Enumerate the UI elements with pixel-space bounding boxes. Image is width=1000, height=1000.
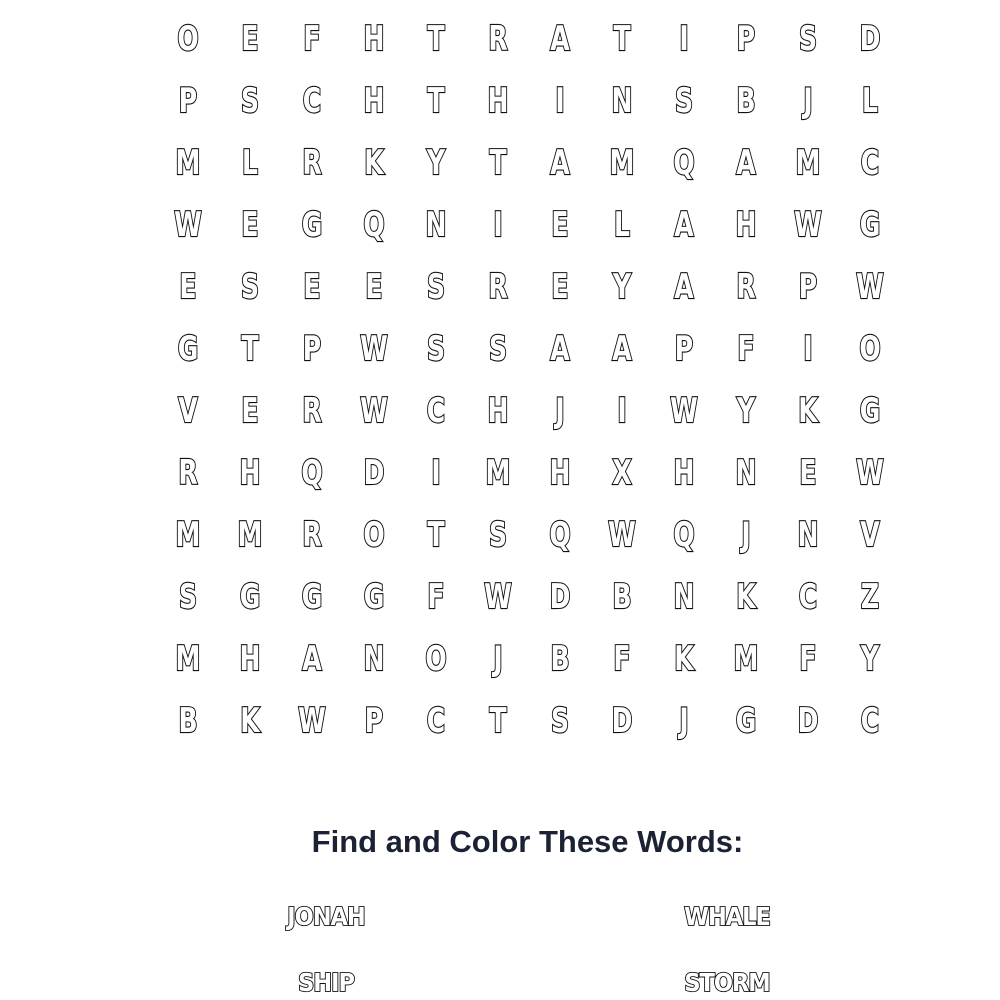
grid-letter[interactable]: R [178,453,198,493]
grid-letter[interactable]: S [426,329,446,369]
grid-letter[interactable]: W [360,329,388,369]
grid-letter[interactable]: J [803,81,813,121]
grid-letter[interactable]: T [489,701,507,741]
grid-letter[interactable]: M [237,515,263,555]
grid-letter[interactable]: A [736,143,756,183]
grid-letter[interactable]: E [799,453,817,493]
grid-letter[interactable]: E [551,267,569,307]
grid-letter[interactable]: S [240,267,260,307]
grid-letter[interactable]: I [431,453,441,493]
grid-letter[interactable]: G [859,205,881,245]
grid-letter[interactable]: P [674,329,694,369]
grid-letter[interactable]: A [550,329,570,369]
grid-letter[interactable]: S [178,577,198,617]
grid-letter[interactable]: A [674,205,694,245]
grid-letter[interactable]: W [298,701,326,741]
grid-letter[interactable]: K [364,143,384,183]
grid-letter[interactable]: P [798,267,818,307]
grid-letter[interactable]: B [178,701,198,741]
grid-letter[interactable]: D [797,701,819,741]
grid-letter[interactable]: Q [549,515,571,555]
grid-letter[interactable]: G [735,701,757,741]
grid-letter[interactable]: W [856,267,884,307]
grid-letter[interactable]: M [175,143,201,183]
grid-letter[interactable]: Q [673,515,695,555]
grid-letter[interactable]: I [679,19,689,59]
grid-letter[interactable]: N [363,639,385,679]
grid-letter[interactable]: C [860,701,880,741]
word-ship: SHIP [298,968,354,997]
grid-letter[interactable]: H [363,81,385,121]
letter-grid [157,8,901,752]
grid-letter[interactable]: M [175,515,201,555]
grid-letter[interactable]: T [427,81,445,121]
grid-letter[interactable]: O [177,19,199,59]
grid-letter[interactable]: Q [301,453,323,493]
grid-letter[interactable]: G [363,577,385,617]
grid-letter[interactable]: H [735,205,757,245]
grid-letter[interactable]: K [674,639,694,679]
grid-letter[interactable]: S [488,515,508,555]
grid-letter[interactable]: H [239,639,261,679]
grid-letter[interactable]: B [612,577,632,617]
grid-letter[interactable]: M [733,639,759,679]
grid-letter[interactable]: F [613,639,631,679]
grid-letter[interactable]: C [860,143,880,183]
grid-letter[interactable]: D [549,577,571,617]
grid-letter[interactable]: K [798,391,818,431]
grid-letter[interactable]: S [426,267,446,307]
grid-letter[interactable]: Y [612,267,632,307]
grid-letter[interactable]: R [488,19,508,59]
grid-letter[interactable]: S [674,81,694,121]
grid-letter[interactable]: T [427,19,445,59]
grid-letter[interactable]: S [240,81,260,121]
grid-letter[interactable]: N [735,453,757,493]
grid-letter[interactable]: N [797,515,819,555]
grid-letter[interactable]: E [241,391,259,431]
grid-letter[interactable]: Y [426,143,446,183]
grid-letter[interactable]: J [493,639,503,679]
grid-letter[interactable]: I [617,391,627,431]
grid-letter[interactable]: L [862,81,878,121]
grid-letter[interactable]: W [174,205,202,245]
word-jonah: JONAH [287,902,365,931]
grid-letter[interactable]: H [487,81,509,121]
grid-letter[interactable]: G [859,391,881,431]
grid-letter[interactable]: B [736,81,756,121]
grid-letter[interactable]: C [426,391,446,431]
grid-letter[interactable]: C [798,577,818,617]
grid-letter[interactable]: H [673,453,695,493]
grid-letter[interactable]: S [798,19,818,59]
grid-letter[interactable]: Z [860,577,880,617]
grid-letter[interactable]: E [179,267,197,307]
grid-letter[interactable]: A [612,329,632,369]
grid-letter[interactable]: E [365,267,383,307]
grid-letter[interactable]: H [549,453,571,493]
grid-letter[interactable]: T [241,329,259,369]
grid-letter[interactable]: E [241,19,259,59]
grid-letter[interactable]: V [860,515,880,555]
grid-letter[interactable]: A [550,19,570,59]
grid-letter[interactable]: D [363,453,385,493]
grid-letter[interactable]: T [427,515,445,555]
grid-letter[interactable]: R [302,143,322,183]
grid-letter[interactable]: J [679,701,689,741]
grid-letter[interactable]: O [425,639,447,679]
grid-letter[interactable]: S [488,329,508,369]
grid-letter[interactable]: M [609,143,635,183]
grid-letter[interactable]: B [550,639,570,679]
grid-letter[interactable]: D [859,19,881,59]
grid-letter[interactable]: W [484,577,512,617]
grid-letter[interactable]: I [803,329,813,369]
grid-letter[interactable]: Q [673,143,695,183]
grid-letter[interactable]: G [301,577,323,617]
grid-letter[interactable]: K [736,577,756,617]
grid-letter[interactable]: F [427,577,445,617]
grid-letter[interactable]: P [364,701,384,741]
grid-letter[interactable]: W [608,515,636,555]
grid-letter[interactable]: J [555,391,565,431]
grid-letter[interactable]: N [673,577,695,617]
grid-letter[interactable]: P [178,81,198,121]
grid-letter[interactable]: H [487,391,509,431]
grid-letter[interactable]: N [425,205,447,245]
grid-letter[interactable]: P [302,329,322,369]
grid-letter[interactable]: F [303,19,321,59]
grid-letter[interactable]: M [795,143,821,183]
grid-letter[interactable]: W [856,453,884,493]
grid-letter[interactable]: K [240,701,260,741]
grid-letter[interactable]: H [239,453,261,493]
grid-letter[interactable]: J [741,515,751,555]
grid-letter[interactable]: X [612,453,632,493]
grid-letter[interactable]: V [178,391,198,431]
grid-letter[interactable]: C [302,81,322,121]
grid-letter[interactable]: Q [363,205,385,245]
grid-letter[interactable]: F [737,329,755,369]
grid-letter[interactable]: G [239,577,261,617]
grid-letter[interactable]: A [302,639,322,679]
grid-letter[interactable]: Y [736,391,756,431]
grid-letter[interactable]: H [363,19,385,59]
grid-letter[interactable]: O [363,515,385,555]
grid-letter[interactable]: F [799,639,817,679]
grid-letter[interactable]: W [794,205,822,245]
grid-letter[interactable]: C [426,701,446,741]
grid-letter[interactable]: W [670,391,698,431]
grid-letter[interactable]: I [555,81,565,121]
grid-letter[interactable]: R [302,515,322,555]
grid-letter[interactable]: R [736,267,756,307]
grid-letter[interactable]: P [736,19,756,59]
grid-letter[interactable]: R [488,267,508,307]
grid-letter[interactable]: E [241,205,259,245]
grid-letter[interactable]: T [613,19,631,59]
word-whale: WHALE [684,902,770,931]
word-storm: STORM [684,968,770,997]
grid-letter[interactable]: L [614,205,630,245]
grid-letter[interactable]: S [550,701,570,741]
grid-letter[interactable]: G [301,205,323,245]
grid-letter[interactable]: I [493,205,503,245]
grid-letter[interactable]: T [489,143,507,183]
grid-letter[interactable]: N [611,81,633,121]
grid-letter[interactable]: L [242,143,258,183]
grid-letter[interactable]: G [177,329,199,369]
grid-letter[interactable]: M [485,453,511,493]
grid-letter[interactable]: E [551,205,569,245]
word-list-heading: Find and Color These Words: [311,824,744,859]
grid-letter[interactable]: A [674,267,694,307]
grid-letter[interactable]: E [303,267,321,307]
grid-letter[interactable]: Y [860,639,880,679]
grid-letter[interactable]: O [859,329,881,369]
grid-letter[interactable]: A [550,143,570,183]
grid-letter[interactable]: W [360,391,388,431]
grid-letter[interactable]: D [611,701,633,741]
grid-letter[interactable]: R [302,391,322,431]
grid-letter[interactable]: M [175,639,201,679]
